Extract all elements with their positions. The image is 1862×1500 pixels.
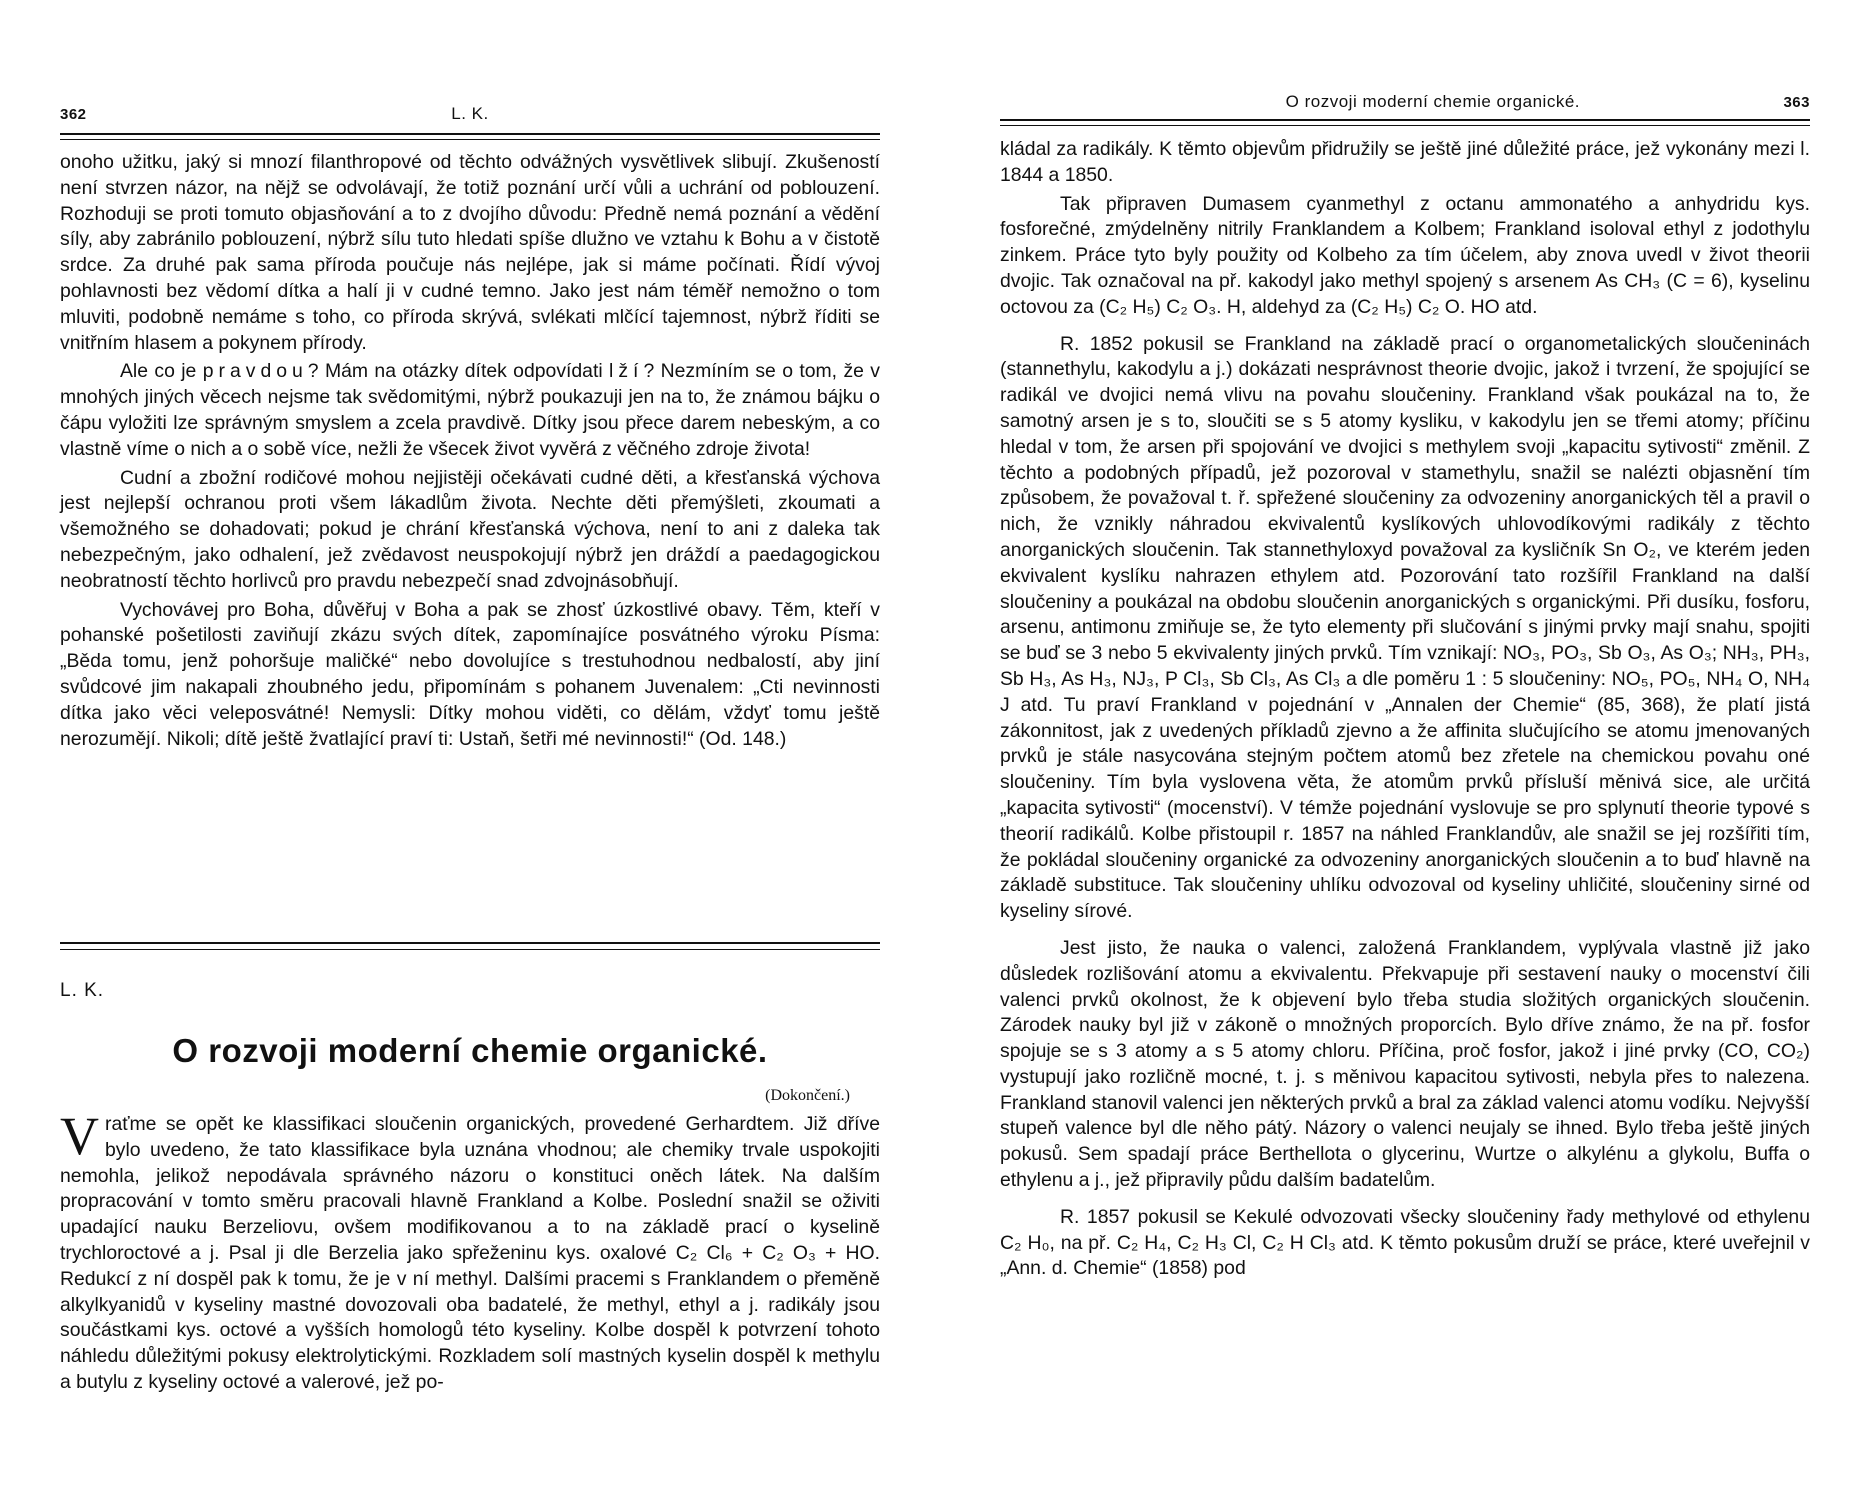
paragraph: R. 1857 pokusil se Kekulé odvozovati všecky sloučeniny řady methylové od ethylenu C₂ H₀, na př. C₂ H₄, C₂ H₃ Cl, C₂ H Cl₃ atd. K těmto pokusům druží se práce, které uveřejnil v „Ann. d. Chemie“ (1858) pod <box>1000 1205 1810 1280</box>
article-author: L. K. <box>60 980 105 1001</box>
left-body-text <box>60 150 880 752</box>
right-running-title: O rozvoji moderní chemie organické. <box>1285 92 1580 111</box>
paragraph: Tak připraven Dumasem cyanmethyl z octanu ammonatého a anhydridu kys. fosforečné, zmýdelněny nitrily Franklandem a Kolbem; Frankland isoloval ethyl z jodothylu zinkem. Práce tyto byly použity od Kolbeho za tím účelem, aby znova uvedl v život theorii dvojic. Tak označoval na př. kakodyl jako methyl spojený s arsenem As CH₃ (C = 6), kyselinu octovou za (C₂ H₅) C₂ O₃. H, aldehyd za (C₂ H₅) C₂ O. HO atd. <box>1000 192 1810 318</box>
article-body <box>60 1106 880 1396</box>
header-rule <box>60 133 880 140</box>
left-page <box>60 0 880 1500</box>
header-rule <box>1000 119 1810 126</box>
right-page-number: 363 <box>1783 94 1810 111</box>
left-running-title: L. K. <box>451 104 489 123</box>
paragraph: onoho užitku, jaký si mnozí filanthropové od těchto odvážných vysvětlivek slibují. Zkušeností není stvrzen názor, na nějž se odvolávají, že totiž poznání určí vůli a uchrání od poblouzení. Rozhoduji se proti tomuto objasňování a to z dvojího důvodu: Předně nemá poznání a vědění síly, aby zabránilo poblouzení, nýbrž sílu tuto hledati spíše dlužno ve vztahu k Bohu a v čistotě srdce. Za druhé pak sama příroda poučuje nás nejlépe, jak si máme počínati. Řídí vývoj pohlavnosti bez vědomí dítka a halí ji v cudné temno. Jako jest nám téměř nemožno o tom mluviti, podobně nemáme s toho, co příroda skrývá, svlékati mlčící tajemnost, nýbrž říditi se vnitřním hlasem a pokynem přírody. <box>60 151 880 354</box>
right-page <box>1000 0 1810 1500</box>
continuation-note: (Dokončení.) <box>765 1087 850 1104</box>
paragraph: Ale co je pravdou? Mám na otázky dítek odpovídati lží? Nezmíním se o tom, že v mnohých jiných věcech nejsme tak svědomitými, nýbrž poukazuji jen na to, že známou bájku o čápu vyložiti lze správným smyslem a zcela pravdivě. Dítky jsou přece darem nebeským, a co vlastně víme o nich a o sobě více, nežli že všecek život vyvěrá z věčného zdroje života! <box>60 360 880 460</box>
paragraph: Vychovávej pro Boha, důvěřuj v Boha a pak se zhosť úzkostlivé obavy. Těm, kteří v pohanské pošetilosti zaviňují zkázu svých dítek, zapomínajíce posvátného výroku Písma: „Běda tomu, jenž pohoršuje maličké“ nebo dovolujíce s trestuhodnou nedbalostí, aby jiní svůdcové jim nakapali zhoubného jedu, připomínám s pohanem Juvenalem: „Cti nevinnosti dítka jako věci veleposvátné! Nemysli: Dítky mohou viděti, co dělám, vždyť tomu ještě nerozumějí. Nikoli; dítě ještě žvatlající praví ti: Ustaň, šetři mé nevinnosti!“ (Od. 148.) <box>60 598 880 750</box>
paragraph: R. 1852 pokusil se Frankland na základě prací o organometalických sloučeninách (stannethylu, kakodylu a j.) dokázati nesprávnost theorie dvojic, jakož i tvrzení, že spojující se radikál ve dvojici nemá vlivu na povahu sloučeniny. Frankland však poukázal na to, že samotný arsen je s to, sloučiti se s 5 atomy kysliku, v kakodylu jen se třemi atomy; příčinu hledal v tom, že arsen při spojování ve dvojici s methylem svoji „kapacitu sytivosti“ změnil. Z těchto a podobných případů, jež pozoroval v stamethylu, snažil se nalézti objasnění tím způsobem, že považoval t. ř. spřežené sloučeniny za odvozeniny anorganických těl a pravil o nich, že vznikly náhradou ekvivalentů kyslíkových uhlovodíkovými radikály z těchto anorganických sloučenin. Tak stannethyloxyd považoval za kysličník Sn O₂, ve kterém jeden ekvivalent kyslíku nahrazen ethylem atd. Pozorování tato rozšířil Frankland na další sloučeniny a poukázal na obdobu sloučenin anorganických s organickými. Při dusíku, fosforu, arsenu, antimonu zmiňuje se, že tyto elementy při slučování s jinými prvky mají snahu, spojiti se buď se 3 nebo 5 ekvivalenty jiných prvků. Tím vznikají: NO₃, PO₃, Sb O₃, As O₃; NH₃, PH₃, Sb H₃, As H₃, NJ₃, P Cl₃, Sb Cl₃, As Cl₃ a dle poměru 1 : 5 sloučeniny: NO₅, PO₅, NH₄ O, NH₄ J atd. Tu praví Frankland v pojednání v „Annalen der Chemie“ (85, 368), že platí jistá zákonnitost, jak z uvedených příkladů zjevno a že affinita slučujícího se atomu jmenovaných prvků je stále nasycována stejným počtem atomů bez zřetele na chemickou povahu oné sloučeniny. Tím byla vyslovena věta, že atomům prvků přísluší měnivá sice, ale určitá „kapacita sytivosti“ (mocenství). V témže pojednání vyslovuje se pro splynutí theorie typové s theorií radikálů. Kolbe přistoupil r. 1857 na náhled Franklandův, ale snažil se jej rozšířiti tím, že pokládal sloučeniny organické za odvozeniny anorganických sloučenin a to buď hlavně na základě substituce. Tak sloučeniny uhlíku odvozoval od kyseliny uhličité, sloučeniny sirné od kyseliny sírové. <box>1000 332 1810 923</box>
paragraph: Jest jisto, že nauka o valenci, založená Franklandem, vyplývala vlastně již jako důsledek rozlišování atomu a ekvivalentu. Překvapuje při sestavení nauky o mocenství čili valenci prvků okolnost, že k objevení bylo třeba studia složitých organických sloučenin. Zárodek nauky byl již v zákoně o množných proporcích. Bylo dříve známo, že na př. fosfor spojuje se s 3 atomy a s 5 atomy chloru. Příčina, proč fosfor, jakož i jiné prvky (CO, CO₂) vystupují jako rozličně mocné, t. j. s měnivou kapacitou sytivosti, nebyla přes to nalezena. Frankland stanovil valenci jen některých prvků a bral za základ valenci atomu vodíku. Nejvyšší stupeň valence byl dle něho pátý. Názory o valenci neujaly se ihned. Bylo třeba ještě jiných pokusů. Sem spadají práce Berthellota o glycerinu, Wurtze o alkylénu a glykolu, Buffa o ethylenu a j., jež připravily půdu dalším badatelům. <box>1000 936 1810 1192</box>
drop-cap: V <box>60 1106 99 1166</box>
paragraph: Cudní a zbožní rodičové mohou nejjistěji očekávati cudné děti, a křesťanská výchova jest nejlepší ochranou proti všem lákadlům života. Nechte děti přemýšleti, zkoumati a všemožného se dohadovati; pokud je chrání křesťanská výchova, není to ani z daleka tak nebezpečným, jako odhalení, jež zvědavost neuspokojují nýbrž jen dráždí a paedagogickou neobratností těchto horlivců pro pravdu nebezpečí snad zdvojnásobňují. <box>60 466 880 592</box>
article-title: O rozvoji moderní chemie organické. <box>172 1032 768 1069</box>
section-divider <box>60 942 880 950</box>
right-running-head <box>1000 88 1810 116</box>
left-page-number: 362 <box>60 106 87 123</box>
right-body-text <box>1000 137 1810 1282</box>
paragraph: Vraťme se opět ke klassifikaci sloučenin organických, provedené Gerhardtem. Již dříve bylo uvedeno, že tato klassifikace byla uznána vhodnou; ale chemiky trvale uspokojiti nemohla, jelikož nepodávala správného názoru o konstituci oněch látek. Na dalším propracování v tomto směru pracovali hlavně Frankland a Kolbe. Poslední snažil se oživiti upadající nauku Berzeliovu, ovšem modifikovanou a to na základě prací o kyselině trychloroctové a j. Psal ji dle Berzelia jako spřeženinu kys. oxalové C₂ Cl₆ + C₂ O₃ + HO. Redukcí z ní dospěl pak k tomu, že je v ní methyl. Dalšími pracemi s Franklandem o přeměně alkylkyanidů v kyseliny mastné dovozovali oba badatelé, že methyl, ethyl a j. radikály jsou součástkami kys. octové a vyšších homologů této kyseliny. Kolbe dospěl k potvrzení tohoto náhledu důležitými pokusy elektrolytickými. Rozkladem solí mastných kyselin dospěl k methylu a butylu z kyseliny octové a valerové, jež po- <box>60 1106 880 1393</box>
left-running-head <box>60 100 880 128</box>
paragraph: kládal za radikály. K těmto objevům přidružily se ještě jiné důležité práce, jež vykonány mezi l. 1844 a 1850. <box>1000 138 1810 186</box>
